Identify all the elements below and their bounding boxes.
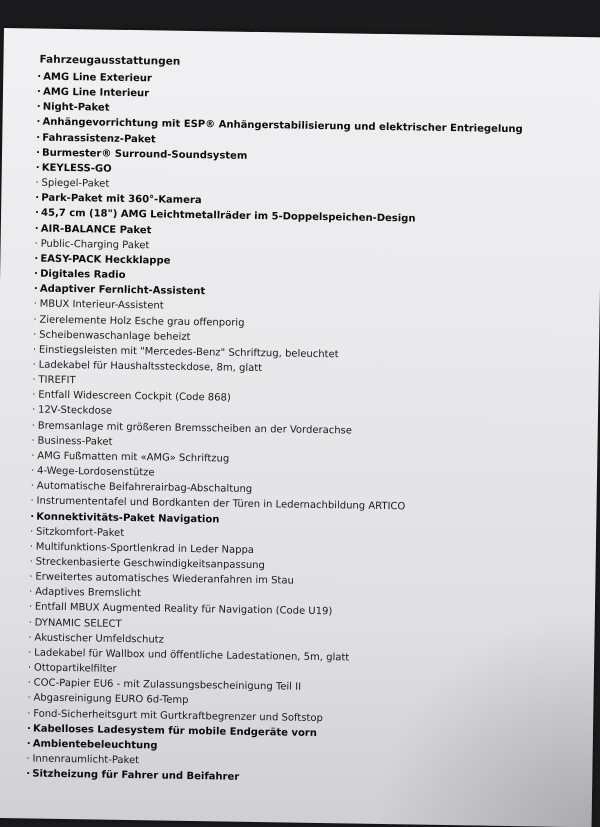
bullet-dot: ·: [27, 708, 31, 720]
bullet-dot: ·: [35, 192, 40, 204]
bullet-dot: ·: [34, 253, 39, 265]
bullet-dot: ·: [30, 511, 35, 523]
equipment-item-label: Akustischer Umfeldschutz: [34, 632, 164, 646]
equipment-item-label: Digitales Radio: [40, 268, 126, 281]
equipment-item-label: Ladekabel für Wallbox und öffentliche Ladestationen, 5m, glatt: [34, 647, 350, 664]
bullet-dot: ·: [26, 738, 31, 750]
bullet-dot: ·: [32, 389, 36, 401]
equipment-item-label: Adaptives Bremslicht: [35, 586, 142, 600]
document-heading: Fahrzeugausstattungen: [39, 53, 181, 68]
equipment-item-label: Instrumententafel und Bordkanten der Türen in Ledernachbildung ARTICO: [36, 495, 406, 513]
bullet-dot: ·: [33, 329, 37, 341]
bullet-dot: ·: [32, 344, 37, 356]
equipment-item-label: Adaptiver Fernlicht-Assistent: [39, 283, 206, 298]
equipment-item-label: Sitzkomfort-Paket: [36, 526, 125, 539]
bullet-dot: ·: [34, 238, 38, 250]
equipment-item-label: KEYLESS-GO: [41, 162, 112, 175]
bullet-dot: ·: [32, 374, 36, 386]
bullet-dot: ·: [28, 647, 32, 659]
equipment-item-label: Streckenbasierte Geschwindigkeitsanpassung: [35, 556, 265, 572]
equipment-item-label: AMG Line Interieur: [42, 86, 150, 100]
equipment-item-label: EASY-PACK Heckklappe: [40, 253, 171, 267]
equipment-item-label: COC-Papier EU6 - mit Zulassungsbescheinigung Teil II: [33, 677, 302, 693]
bullet-dot: ·: [28, 617, 32, 629]
bullet-dot: ·: [29, 556, 33, 568]
bullet-dot: ·: [29, 571, 33, 583]
equipment-item-label: Business-Paket: [37, 435, 113, 448]
equipment-item-label: Ladekabel für Haushaltssteckdose, 8m, glatt: [38, 359, 263, 375]
equipment-item-label: 45,7 cm (18") AMG Leichtmetallräder im 5-Doppelspeichen-Design: [41, 208, 416, 225]
equipment-item-label: Scheibenwaschanlage beheizt: [39, 329, 191, 343]
bullet-dot: ·: [35, 147, 40, 159]
equipment-item-label: 4-Wege-Lordosenstütze: [36, 465, 155, 479]
equipment-item-label: Zierelemente Holz Esche grau offenporig: [39, 314, 245, 329]
bullet-dot: ·: [34, 223, 39, 235]
equipment-item-label: TIREFIT: [38, 374, 76, 387]
equipment-item-label: 12V-Steckdose: [37, 405, 113, 418]
equipment-item-label: Fahrassistenz-Paket: [42, 132, 156, 146]
equipment-list: [26, 70, 523, 790]
bullet-dot: ·: [35, 207, 39, 219]
equipment-item-label: Einstiegsleisten mit "Mercedes-Benz" Schriftzug, beleuchtet: [38, 344, 339, 361]
equipment-item-label: Ambientebeleuchtung: [32, 738, 158, 752]
equipment-item-label: Abgasreinigung EURO 6d-Temp: [33, 692, 189, 707]
bullet-dot: ·: [26, 723, 31, 735]
bullet-dot: ·: [30, 465, 35, 477]
equipment-item-label: Erweitertes automatisches Wiederanfahren im Stau: [35, 571, 294, 587]
equipment-item-label: Automatische Beifahrerairbag-Abschaltung: [36, 480, 253, 496]
equipment-item-label: Public-Charging Paket: [40, 238, 150, 252]
bullet-dot: ·: [37, 71, 42, 83]
bullet-dot: ·: [29, 586, 33, 598]
bullet-dot: ·: [36, 116, 41, 129]
equipment-item-label: Ottopartikelfilter: [33, 662, 117, 675]
bullet-dot: ·: [33, 298, 37, 310]
equipment-item-label: Spiegel-Paket: [41, 177, 110, 190]
bullet-dot: ·: [29, 541, 34, 553]
equipment-list-document: [26, 53, 524, 790]
bullet-dot: ·: [31, 435, 35, 447]
bullet-dot: ·: [28, 601, 33, 613]
bullet-dot: ·: [35, 177, 39, 189]
bullet-dot: ·: [32, 359, 36, 371]
equipment-item-label: Park-Paket mit 360°-Kamera: [41, 192, 202, 207]
equipment-item-label: Night-Paket: [42, 101, 110, 114]
equipment-item-label: Anhängevorrichtung mit ESP® Anhängerstabilisierung und elektrischer Entriegelung: [42, 117, 523, 136]
bullet-dot: ·: [26, 768, 31, 780]
equipment-item-label: Konnektivitäts-Paket Navigation: [36, 511, 220, 525]
equipment-item-label: DYNAMIC SELECT: [34, 617, 122, 630]
equipment-item-label: MBUX Interieur-Assistent: [39, 298, 164, 312]
bullet-dot: ·: [36, 132, 41, 144]
bullet-dot: ·: [35, 162, 40, 174]
bullet-dot: ·: [28, 632, 32, 644]
equipment-item-label: Innenraumlicht-Paket: [32, 753, 140, 767]
bullet-dot: ·: [31, 450, 35, 462]
bullet-dot: ·: [36, 86, 41, 98]
equipment-item-label: Entfall MBUX Augmented Reality für Navigation (Code U19): [34, 602, 333, 618]
equipment-item-label: Sitzheizung für Fahrer und Beifahrer: [32, 768, 240, 783]
equipment-item-label: Kabelloses Ladesystem für mobile Endgeräte vorn: [32, 723, 318, 739]
bullet-dot: ·: [27, 692, 31, 704]
equipment-item-label: Bremsanlage mit größeren Bremsscheiben an der Vorderachse: [37, 420, 353, 437]
bullet-dot: ·: [26, 753, 30, 765]
equipment-item-label: Entfall Widescreen Cockpit (Code 868): [38, 389, 231, 404]
equipment-item-label: Multifunktions-Sportlenkrad in Leder Nappa: [35, 541, 255, 556]
bullet-dot: ·: [33, 313, 37, 326]
equipment-item-label: Fond-Sicherheitsgurt mit Gurtkraftbegrenzer und Softstop: [33, 708, 323, 724]
equipment-item-label: AIR-BALANCE Paket: [40, 223, 152, 236]
equipment-item-label: AMG Line Exterieur: [43, 71, 152, 85]
bullet-dot: ·: [30, 526, 34, 538]
bullet-dot: ·: [30, 495, 34, 507]
equipment-item-label: Burmester® Surround-Soundsystem: [41, 147, 248, 162]
bullet-dot: ·: [31, 420, 36, 432]
bullet-dot: ·: [27, 677, 31, 689]
bullet-dot: ·: [36, 101, 41, 113]
paper-sheet: [0, 28, 600, 827]
bullet-dot: ·: [34, 268, 39, 280]
equipment-item-label: AMG Fußmatten mit «AMG» Schriftzug: [37, 450, 230, 465]
bullet-dot: ·: [33, 283, 38, 295]
bullet-dot: ·: [31, 404, 36, 416]
bullet-dot: ·: [27, 662, 32, 674]
bullet-dot: ·: [30, 480, 35, 492]
